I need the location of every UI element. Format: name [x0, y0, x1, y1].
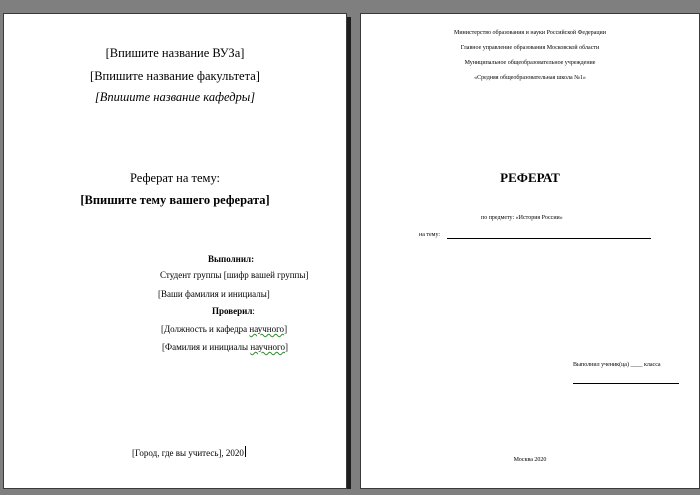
referat-on-topic-label: Реферат на тему:: [129, 171, 221, 185]
done-by-label: Выполнил:: [208, 254, 255, 264]
text-cursor: [245, 446, 246, 457]
department-placeholder[interactable]: [Впишите название кафедры]: [94, 90, 256, 104]
ministry-line: Министерство образования и науки Российской Федерации: [454, 30, 606, 36]
student-name-placeholder[interactable]: [Ваши фамилия и инициалы]: [158, 289, 270, 299]
institution-type-line: Муниципальное общеобразовательное учреждение: [464, 60, 596, 66]
student-group-placeholder[interactable]: Студент группы [шифр вашей группы]: [160, 270, 309, 280]
city-year-line: Москва 2020: [513, 457, 547, 463]
topic-placeholder[interactable]: [Впишите тему вашего реферата]: [80, 193, 270, 207]
student-name-underline: [573, 383, 679, 384]
page-shadow: [347, 17, 351, 489]
subject-line: по предмету: «История России»: [481, 215, 563, 221]
faculty-placeholder[interactable]: [Впишите название факультета]: [90, 69, 260, 83]
checked-by-label: Проверил:: [212, 306, 255, 316]
referat-title: РЕФЕРАТ: [500, 170, 560, 185]
checker-position-placeholder[interactable]: [Должность и кафедра научного]: [161, 324, 288, 334]
document-page-right: [360, 13, 700, 489]
document-page-left: [3, 13, 347, 489]
university-placeholder[interactable]: [Впишите название ВУЗа]: [105, 46, 245, 60]
topic-label: на тему:: [419, 232, 441, 238]
school-name-line: «Средняя общеобразовательная школа №1»: [474, 75, 586, 81]
checker-name-placeholder[interactable]: [Фамилия и инициалы научного]: [162, 342, 288, 352]
department-line: Главное управление образования Московской области: [460, 45, 600, 51]
student-line: Выполнил ученик(ца) ____ класса: [573, 362, 661, 368]
topic-underline: [447, 238, 651, 239]
city-year-placeholder[interactable]: [Город, где вы учитесь], 2020: [132, 448, 244, 458]
